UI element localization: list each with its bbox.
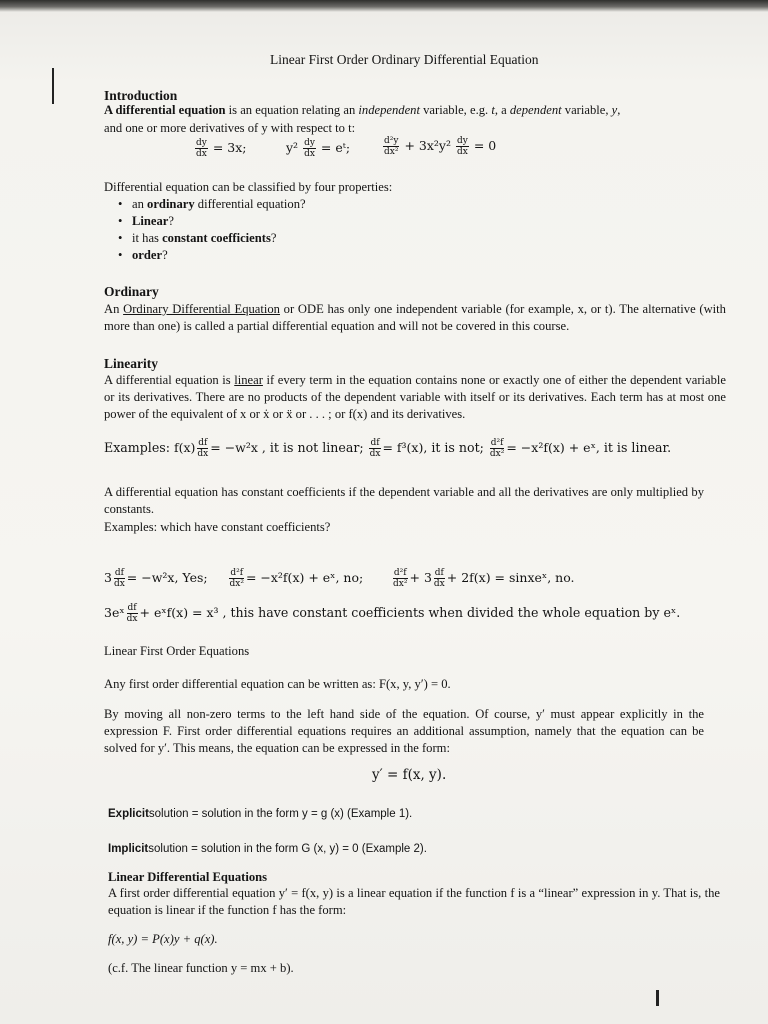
denominator: dx: [433, 579, 445, 589]
linearity-heading: Linearity: [104, 356, 158, 371]
denominator: dx: [456, 147, 468, 157]
text: if every term in the equation contains none or exactly one of either the dependent variable or its derivatives. There are no products of the dependent variable with itself or its derivatives. Each term has at most one power of the equivalent of x or ẋ or ẍ or . . . ; or f(x) and its derivatives.: [104, 373, 726, 421]
property-list: [118, 196, 306, 264]
list-item: [118, 213, 306, 230]
intro-bold-term: A differential equation: [104, 103, 226, 117]
fraction: [195, 138, 208, 159]
denominator: dx²: [229, 579, 244, 589]
lde-cf: (c.f. The linear function y = mx + b).: [108, 961, 294, 975]
fraction: [113, 568, 126, 589]
linear-term: linear: [234, 373, 263, 387]
text: variable,: [561, 103, 612, 117]
constant-paragraph: A differential equation has constant coefficients if the dependent variable and all the derivatives are only multiplied by constants.: [104, 485, 704, 516]
linearity-paragraph: [104, 372, 726, 423]
fraction: [392, 568, 408, 589]
equation-text: y²: [286, 140, 299, 155]
text: ?: [162, 248, 168, 262]
equation-text: f(x): [173, 440, 196, 455]
text: A differential equation is: [104, 373, 235, 387]
denominator: dx: [196, 149, 207, 159]
lfoe-moving: By moving all non-zero terms to the left hand side of the equation. Of course, y′ must appear explicitly in the expression F. First order differential equations requires an additional assumption, namely that the equation can be solved for y′. This means, the equation can be expressed in the form:: [104, 707, 704, 755]
text: ?: [168, 214, 174, 228]
text: t: [491, 103, 495, 117]
denominator: dx: [197, 449, 209, 459]
intro-line-1: [104, 102, 724, 119]
numerator: dy: [196, 138, 207, 148]
text: it is not;: [431, 440, 484, 455]
fraction: [126, 603, 139, 624]
text: ?: [270, 231, 277, 245]
linearity-examples: [104, 438, 671, 459]
equation-text: = −x²f(x) + eˣ, no;: [245, 570, 364, 585]
text: it has: [132, 231, 163, 245]
text: it is linear.: [603, 440, 672, 455]
denominator: dx²: [393, 579, 408, 589]
equation-text: 3: [104, 570, 112, 585]
equation-1: [194, 138, 247, 159]
equation-text: + eˣf(x) = x³ ,: [139, 605, 227, 620]
ordinary-paragraph: [104, 301, 726, 335]
fraction: [229, 568, 245, 589]
numerator: df: [198, 438, 208, 448]
equation-text: = f³(x),: [382, 440, 428, 455]
text: or ODE has only one independent variable (for example, x, or t). The alternative (with more than one) is called a partial differential equation and will not be covered in this course.: [104, 302, 726, 333]
numerator: dy: [304, 138, 315, 148]
fraction: [369, 438, 382, 459]
denominator: dx: [304, 149, 315, 159]
text: solution = solution in the form y = g (x) (Example 1).: [148, 808, 413, 820]
text: this have constant coefficients when divided the whole equation by eˣ.: [230, 605, 681, 620]
fraction: [489, 438, 505, 459]
text: ,: [617, 103, 621, 117]
equation-text: = −w²x ,: [210, 440, 266, 455]
constant-question: Examples: which have constant coefficients?: [104, 520, 331, 534]
text: an: [132, 197, 148, 211]
equation-2: [286, 138, 350, 159]
text: it is not linear;: [269, 440, 364, 455]
lfoe-any: Any first order differential equation can be written as: F(x, y, y′) = 0.: [104, 677, 451, 691]
classify-text: Differential equation can be classified by four properties:: [104, 180, 393, 194]
text: constant coefficients: [162, 231, 271, 245]
text: variable, e.g.: [419, 103, 492, 117]
equation-text: + 3: [409, 570, 432, 585]
numerator: d²f: [393, 568, 407, 578]
text: independent: [358, 103, 420, 117]
equation-text: + 3x²y²: [404, 138, 451, 153]
equation-text: = eᵗ;: [320, 140, 351, 155]
lde-fx: f(x, y) = P(x)y + q(x).: [108, 932, 218, 946]
list-item: [118, 230, 306, 247]
constant-examples-row-2: [104, 603, 680, 624]
page-title: Linear First Order Ordinary Differential Equation: [270, 52, 539, 67]
equation-text: 3eˣ: [104, 605, 125, 620]
lfoe-heading: Linear First Order Equations: [104, 644, 250, 658]
ordinary-heading: Ordinary: [104, 284, 159, 299]
implicit-solution: [108, 843, 427, 855]
fraction: [456, 136, 469, 157]
text: Explicit: [108, 808, 149, 820]
intro-line-2: and one or more derivatives of y with respect to t:: [104, 121, 356, 135]
equation-3: [382, 136, 496, 157]
text: Linear: [132, 214, 169, 228]
text: differential equation?: [194, 197, 306, 211]
denominator: dx: [369, 449, 381, 459]
equation-text: = −w²x, Yes;: [126, 570, 208, 585]
margin-tick: [656, 990, 659, 1006]
numerator: df: [434, 568, 444, 578]
denominator: dx: [126, 614, 138, 624]
denominator: dx: [113, 579, 125, 589]
lde-heading: Linear Differential Equations: [108, 870, 268, 884]
numerator: d²f: [490, 438, 504, 448]
text: is an equation relating an: [225, 103, 359, 117]
numerator: df: [127, 603, 137, 613]
list-item: [118, 196, 306, 213]
fraction: [196, 438, 209, 459]
equation-text: + 2f(x) = sinxeˣ, no.: [446, 570, 575, 585]
margin-bar: [52, 68, 54, 104]
numerator: df: [370, 438, 380, 448]
numerator: d²f: [230, 568, 244, 578]
denominator: dx²: [384, 147, 399, 157]
ode-term: Ordinary Differential Equation: [123, 302, 280, 316]
text: dependent: [509, 103, 562, 117]
text: Examples:: [104, 440, 170, 455]
constant-examples-row-1: [104, 568, 574, 589]
text: Implicit: [108, 843, 149, 855]
text: , a: [494, 103, 510, 117]
lfoe-form: y′ = f(x, y).: [372, 767, 447, 783]
text: order: [132, 248, 163, 262]
fraction: [303, 138, 316, 159]
intro-heading: Introduction: [104, 88, 178, 103]
equation-text: = 0: [473, 138, 497, 153]
explicit-solution: [108, 808, 412, 820]
equation-text: = −x²f(x) + eˣ,: [506, 440, 600, 455]
equation-text: = 3x;: [212, 140, 247, 155]
fraction: [383, 136, 399, 157]
text: y: [611, 103, 618, 117]
text: solution = solution in the form G (x, y) = 0 (Example 2).: [148, 843, 427, 855]
lde-paragraph: A first order differential equation y′ = f(x, y) is a linear equation if the function f is a “linear” expression in y. That is, the equation is linear if the function f has the form:: [108, 886, 720, 917]
fraction: [433, 568, 446, 589]
denominator: dx²: [489, 449, 505, 459]
text: ordinary: [147, 197, 195, 211]
list-item: [118, 247, 306, 264]
numerator: d²y: [384, 136, 399, 146]
numerator: df: [114, 568, 124, 578]
numerator: dy: [456, 136, 468, 146]
text: An: [104, 302, 124, 316]
